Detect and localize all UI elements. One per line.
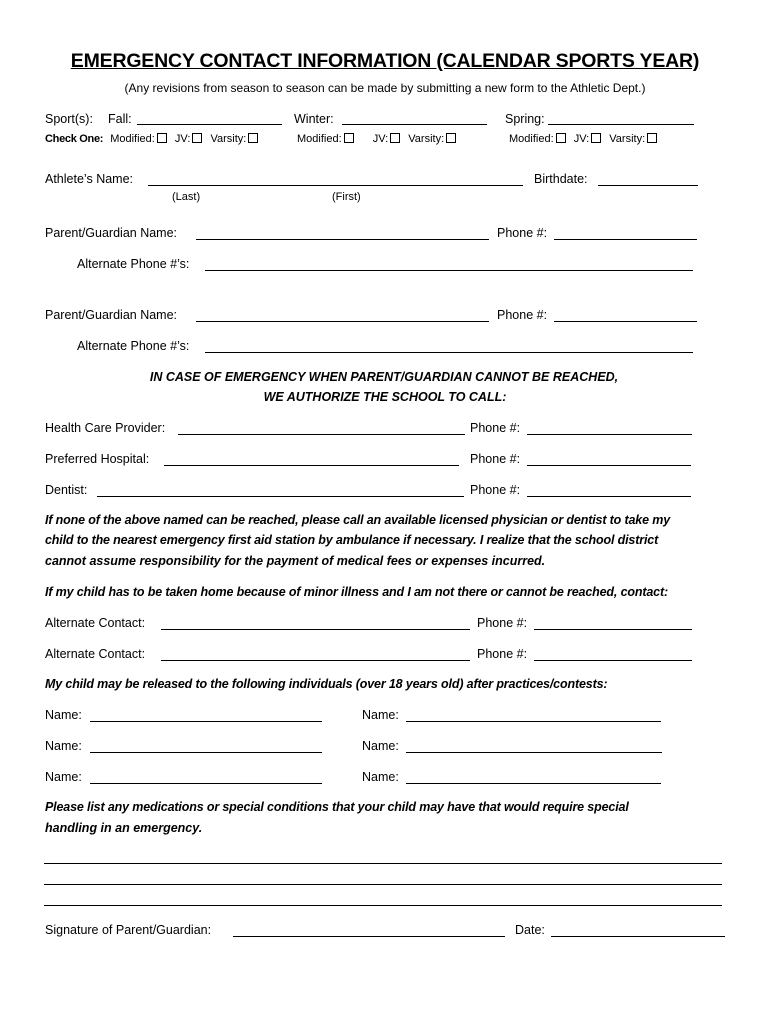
- emergency-heading-line1: IN CASE OF EMERGENCY WHEN PARENT/GUARDIAN CANNOT BE REACHED,: [149, 370, 619, 384]
- alt-contact2-label: Alternate Contact:: [45, 647, 146, 661]
- health-care-phone-field[interactable]: [527, 434, 692, 435]
- fall-varsity-label: Varsity:: [210, 133, 247, 145]
- release-name1-label: Name:: [45, 708, 82, 722]
- fall-jv-checkbox[interactable]: [192, 133, 202, 143]
- athlete-name-field[interactable]: [148, 185, 523, 186]
- release-name3-field[interactable]: [90, 752, 322, 753]
- dentist-field[interactable]: [97, 496, 464, 497]
- alt-contact1-phone-field[interactable]: [534, 629, 692, 630]
- release-name6-field[interactable]: [406, 783, 661, 784]
- health-care-field[interactable]: [178, 434, 465, 435]
- release-text: My child may be released to the following individuals (over 18 years old) after practices/contests:: [45, 677, 608, 691]
- spring-field[interactable]: [548, 124, 694, 125]
- medications-field-line1[interactable]: [44, 863, 722, 864]
- guardian1-name-field[interactable]: [196, 239, 489, 240]
- winter-varsity-checkbox[interactable]: [446, 133, 456, 143]
- release-name2-label: Name:: [362, 708, 399, 722]
- check-one-label: Check One:: [45, 133, 104, 145]
- alt-contact1-phone-label: Phone #:: [477, 616, 528, 630]
- signature-field[interactable]: [233, 936, 505, 937]
- release-name6-label: Name:: [362, 770, 399, 784]
- spring-modified-label: Modified:: [509, 133, 554, 145]
- date-field[interactable]: [551, 936, 725, 937]
- winter-jv-checkbox[interactable]: [390, 133, 400, 143]
- fall-modified-label: Modified:: [110, 133, 155, 145]
- spring-label: Spring:: [505, 112, 545, 126]
- medications-line1: Please list any medications or special conditions that your child may have that would require special: [45, 800, 629, 814]
- birthdate-label: Birthdate:: [534, 172, 588, 186]
- notice-line2: child to the nearest emergency first aid station by ambulance if necessary. I realize that the school district: [45, 533, 659, 547]
- guardian1-alt-phone-field[interactable]: [205, 270, 693, 271]
- guardian1-phone-field[interactable]: [554, 239, 697, 240]
- alt-contact1-label: Alternate Contact:: [45, 616, 146, 630]
- athlete-last-hint: (Last): [172, 191, 201, 203]
- guardian1-phone-label: Phone #:: [497, 226, 548, 240]
- athlete-name-label: Athlete’s Name:: [45, 172, 134, 186]
- alt-contact2-phone-label: Phone #:: [477, 647, 528, 661]
- hospital-label: Preferred Hospital:: [45, 452, 150, 466]
- spring-modified-checkbox[interactable]: [556, 133, 566, 143]
- health-care-phone-label: Phone #:: [470, 421, 521, 435]
- alt-contact2-phone-field[interactable]: [534, 660, 692, 661]
- dentist-phone-label: Phone #:: [470, 483, 521, 497]
- emergency-heading-line2: WE AUTHORIZE THE SCHOOL TO CALL:: [263, 390, 507, 404]
- notice-line1: If none of the above named can be reached, please call an available licensed physician or dentist to take my: [45, 513, 670, 527]
- winter-modified-label: Modified:: [297, 133, 342, 145]
- spring-varsity-label: Varsity:: [609, 133, 646, 145]
- fall-modified-checkbox[interactable]: [157, 133, 167, 143]
- release-name4-field[interactable]: [406, 752, 662, 753]
- check-one-row: [45, 133, 260, 146]
- birthdate-field[interactable]: [598, 185, 698, 186]
- winter-field[interactable]: [342, 124, 487, 125]
- winter-jv-label: JV:: [372, 133, 389, 145]
- guardian2-name-label: Parent/Guardian Name:: [45, 308, 178, 322]
- hospital-phone-field[interactable]: [527, 465, 691, 466]
- guardian2-alt-phone-label: Alternate Phone #’s:: [77, 339, 190, 353]
- spring-check-row: [509, 133, 659, 146]
- page-subtitle: (Any revisions from season to season can be made by submitting a new form to the Athletic Dept.): [124, 81, 646, 95]
- alt-contact2-field[interactable]: [161, 660, 470, 661]
- release-name5-field[interactable]: [90, 783, 322, 784]
- guardian1-name-label: Parent/Guardian Name:: [45, 226, 178, 240]
- dentist-phone-field[interactable]: [527, 496, 691, 497]
- winter-modified-checkbox[interactable]: [344, 133, 354, 143]
- health-care-label: Health Care Provider:: [45, 421, 166, 435]
- hospital-phone-label: Phone #:: [470, 452, 521, 466]
- fall-jv-label: JV:: [174, 133, 191, 145]
- spring-jv-checkbox[interactable]: [591, 133, 601, 143]
- winter-varsity-label: Varsity:: [408, 133, 445, 145]
- hospital-field[interactable]: [164, 465, 459, 466]
- alt-contact1-field[interactable]: [161, 629, 470, 630]
- date-label: Date:: [515, 923, 545, 937]
- page-title: EMERGENCY CONTACT INFORMATION (CALENDAR SPORTS YEAR): [70, 50, 700, 72]
- medications-line2: handling in an emergency.: [45, 821, 203, 835]
- winter-check-row: [297, 133, 458, 146]
- signature-label: Signature of Parent/Guardian:: [45, 923, 212, 937]
- release-name3-label: Name:: [45, 739, 82, 753]
- spring-jv-label: JV:: [573, 133, 590, 145]
- dentist-label: Dentist:: [45, 483, 88, 497]
- minor-illness-text: If my child has to be taken home because of minor illness and I am not there or cannot be reached, contact:: [45, 585, 668, 599]
- release-name2-field[interactable]: [406, 721, 661, 722]
- release-name4-label: Name:: [362, 739, 399, 753]
- spring-varsity-checkbox[interactable]: [647, 133, 657, 143]
- sports-label: Sport(s):: [45, 112, 93, 126]
- fall-field[interactable]: [137, 124, 282, 125]
- fall-varsity-checkbox[interactable]: [248, 133, 258, 143]
- notice-line3: cannot assume responsibility for the payment of medical fees or expenses incurred.: [45, 554, 546, 568]
- release-name1-field[interactable]: [90, 721, 322, 722]
- fall-label: Fall:: [108, 112, 132, 126]
- athlete-first-hint: (First): [332, 191, 361, 203]
- guardian1-alt-phone-label: Alternate Phone #’s:: [77, 257, 190, 271]
- release-name5-label: Name:: [45, 770, 82, 784]
- guardian2-name-field[interactable]: [196, 321, 489, 322]
- winter-label: Winter:: [294, 112, 334, 126]
- medications-field-line3[interactable]: [44, 905, 722, 906]
- guardian2-phone-field[interactable]: [554, 321, 697, 322]
- guardian2-phone-label: Phone #:: [497, 308, 548, 322]
- guardian2-alt-phone-field[interactable]: [205, 352, 693, 353]
- medications-field-line2[interactable]: [44, 884, 722, 885]
